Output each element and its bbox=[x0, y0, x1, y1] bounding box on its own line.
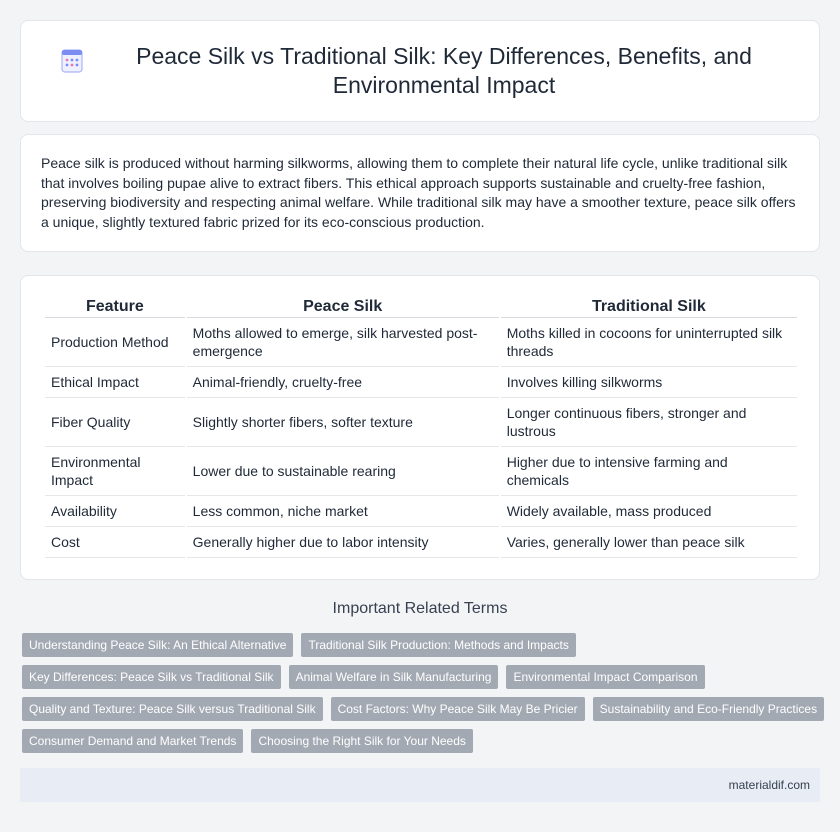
table-cell: Higher due to intensive farming and chemicals bbox=[501, 447, 797, 496]
table-header-row bbox=[45, 296, 797, 318]
table-row bbox=[45, 398, 797, 447]
document-icon bbox=[61, 49, 83, 73]
related-term-tag[interactable]: Consumer Demand and Market Trends bbox=[22, 729, 243, 753]
table-row bbox=[45, 496, 797, 527]
table-row bbox=[45, 318, 797, 367]
footer-site-link[interactable]: materialdif.com bbox=[728, 778, 810, 792]
table-cell: Fiber Quality bbox=[45, 398, 185, 447]
column-header: Traditional Silk bbox=[501, 296, 797, 318]
table-cell: Longer continuous fibers, stronger and lustrous bbox=[501, 398, 797, 447]
column-header: Peace Silk bbox=[187, 296, 499, 318]
related-term-tag[interactable]: Sustainability and Eco-Friendly Practices bbox=[593, 697, 824, 721]
table-cell: Animal-friendly, cruelty-free bbox=[187, 367, 499, 398]
table-row bbox=[45, 367, 797, 398]
related-term-tag[interactable]: Animal Welfare in Silk Manufacturing bbox=[289, 665, 499, 689]
table-cell: Production Method bbox=[45, 318, 185, 367]
page-title: Peace Silk vs Traditional Silk: Key Differences, Benefits, and Environmental Impact bbox=[136, 43, 752, 98]
table-cell: Varies, generally lower than peace silk bbox=[501, 527, 797, 558]
table-cell: Cost bbox=[45, 527, 185, 558]
related-term-tag[interactable]: Environmental Impact Comparison bbox=[506, 665, 704, 689]
related-terms-list bbox=[22, 633, 822, 761]
table-cell: Availability bbox=[45, 496, 185, 527]
footer bbox=[20, 768, 820, 802]
table-row bbox=[45, 527, 797, 558]
comparison-table bbox=[43, 296, 799, 558]
title-card bbox=[20, 20, 820, 122]
table-cell: Widely available, mass produced bbox=[501, 496, 797, 527]
table-cell: Moths killed in cocoons for uninterrupted silk threads bbox=[501, 318, 797, 367]
related-terms-heading: Important Related Terms bbox=[332, 600, 508, 617]
intro-card bbox=[20, 134, 820, 252]
related-term-tag[interactable]: Cost Factors: Why Peace Silk May Be Pricier bbox=[331, 697, 585, 721]
related-term-tag[interactable]: Understanding Peace Silk: An Ethical Alternative bbox=[22, 633, 293, 657]
table-row bbox=[45, 447, 797, 496]
table-cell: Generally higher due to labor intensity bbox=[187, 527, 499, 558]
comparison-card bbox=[20, 275, 820, 580]
table-cell: Less common, niche market bbox=[187, 496, 499, 527]
table-cell: Environmental Impact bbox=[45, 447, 185, 496]
intro-paragraph: Peace silk is produced without harming silkworms, allowing them to complete their natural life cycle, unlike traditional silk that involves boiling pupae alive to extract fibers. This ethical approach supports sustainable and cruelty-free fashion, preserving biodiversity and respecting animal welfare. While traditional silk may have a smoother texture, peace silk offers a unique, slightly textured fabric prized for its eco-conscious production. bbox=[41, 155, 796, 230]
related-term-tag[interactable]: Key Differences: Peace Silk vs Traditional Silk bbox=[22, 665, 281, 689]
table-cell: Slightly shorter fibers, softer texture bbox=[187, 398, 499, 447]
related-term-tag[interactable]: Quality and Texture: Peace Silk versus Traditional Silk bbox=[22, 697, 323, 721]
table-cell: Moths allowed to emerge, silk harvested post-emergence bbox=[187, 318, 499, 367]
related-term-tag[interactable]: Choosing the Right Silk for Your Needs bbox=[251, 729, 472, 753]
table-cell: Involves killing silkworms bbox=[501, 367, 797, 398]
table-cell: Ethical Impact bbox=[45, 367, 185, 398]
table-cell: Lower due to sustainable rearing bbox=[187, 447, 499, 496]
related-term-tag[interactable]: Traditional Silk Production: Methods and Impacts bbox=[301, 633, 575, 657]
column-header: Feature bbox=[45, 296, 185, 318]
